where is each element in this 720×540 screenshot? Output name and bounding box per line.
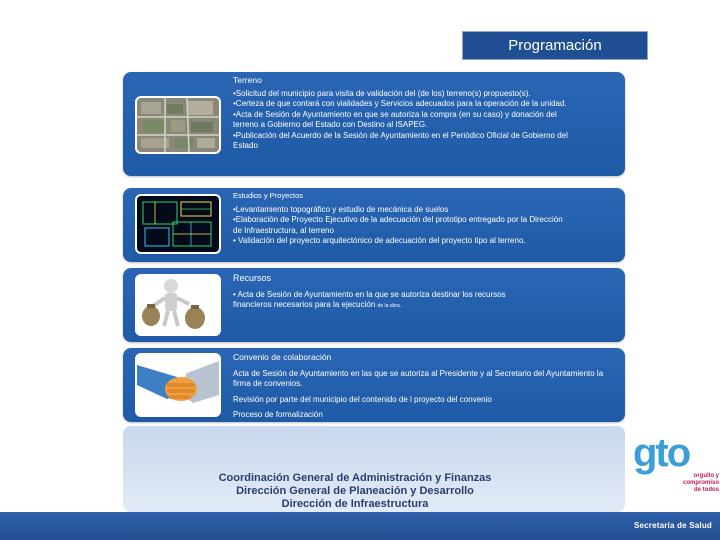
list-item xyxy=(233,300,617,312)
list-item: Revisión por parte del municipio del contenido de l proyecto del convenio xyxy=(233,394,492,404)
list-item: •Elaboración de Proyecto Ejecutivo de la adecuación del prototipo entregado por la Dirección xyxy=(233,215,563,224)
list-item: de Infraestructura, al terreno xyxy=(233,225,334,235)
logo-tagline-line: compromiso xyxy=(682,480,719,486)
footer-line: Coordinación General de Administración y Finanzas xyxy=(218,472,492,484)
list-item: •Publicación del Acuerdo de la Sesión de Ayuntamiento en el Periódico Oficial de Gobierno del xyxy=(233,130,568,140)
blueprint-icon xyxy=(137,196,219,252)
list-item-note: de la obra. xyxy=(377,303,402,309)
page-title-text: Programación xyxy=(508,37,602,54)
panel-convenio xyxy=(123,348,625,422)
list-item: •Acta de Sesión de Ayuntamiento en que se autoriza la compra (en su caso) y donación del xyxy=(233,109,557,119)
list-item: • Acta de Sesión de Ayuntamiento en la que se autoriza destinar los recursos xyxy=(233,289,506,299)
page-title xyxy=(462,31,648,60)
list-item: terreno a Gobierno del Estado con Destino al ISAPEG. xyxy=(233,120,428,129)
list-item: • Validación del proyecto arquitectónico de adecuación del proyecto tipo al terreno. xyxy=(233,236,526,245)
list-item: Proceso de formalización xyxy=(233,410,323,419)
panel-estudios xyxy=(123,188,625,262)
list-item: •Solicitud del municipio para visita de validación del (de los) terreno(s) propuesto(s). xyxy=(233,88,531,98)
panel-heading: Estudios y Proyectos xyxy=(233,191,304,200)
panel-estudios-text xyxy=(233,191,617,247)
footer-line: Dirección General de Planeación y Desarrollo xyxy=(236,485,474,497)
gto-logo xyxy=(625,425,720,510)
list-item: •Levantamiento topográfico y estudio de mecánica de suelos xyxy=(233,204,449,214)
footer-text xyxy=(200,472,510,511)
logo-tagline-line: orgullo y xyxy=(693,473,719,479)
panel-convenio-text xyxy=(233,352,617,426)
footer-line: Dirección de Infraestructura xyxy=(281,498,429,510)
panel-heading: Convenio de colaboración xyxy=(233,352,332,362)
panel-terreno-text xyxy=(233,75,617,152)
logo-tagline-line: de todos xyxy=(694,487,719,493)
person-money-icon xyxy=(137,276,219,334)
logo-tagline xyxy=(669,473,719,494)
list-item: Estado xyxy=(233,141,258,150)
money-figure-image xyxy=(135,274,221,336)
aerial-map-image xyxy=(135,96,221,154)
handshake-image xyxy=(135,353,221,417)
panel-terreno xyxy=(123,72,625,176)
aerial-map-icon xyxy=(137,98,219,152)
panel-heading: Terreno xyxy=(233,75,262,85)
blueprint-image xyxy=(135,194,221,254)
handshake-icon xyxy=(137,355,219,415)
list-item: Acta de Sesión de Ayuntamiento en las que se autoriza al Presidente y al Secretario del Ayuntamiento la firma de convenios. xyxy=(233,368,604,388)
panel-recursos xyxy=(123,268,625,342)
list-item-text: financieros necesarios para la ejecución xyxy=(233,300,376,309)
panel-recursos-text xyxy=(233,273,617,312)
bottom-bar xyxy=(0,512,720,540)
secretaria-label: Secretaría de Salud xyxy=(633,521,712,530)
list-item: •Certeza de que contará con vialidades y Servicios adecuados para la operación de la unidad. xyxy=(233,99,567,108)
logo-word: gto xyxy=(633,431,690,475)
panel-heading: Recursos xyxy=(233,273,272,283)
